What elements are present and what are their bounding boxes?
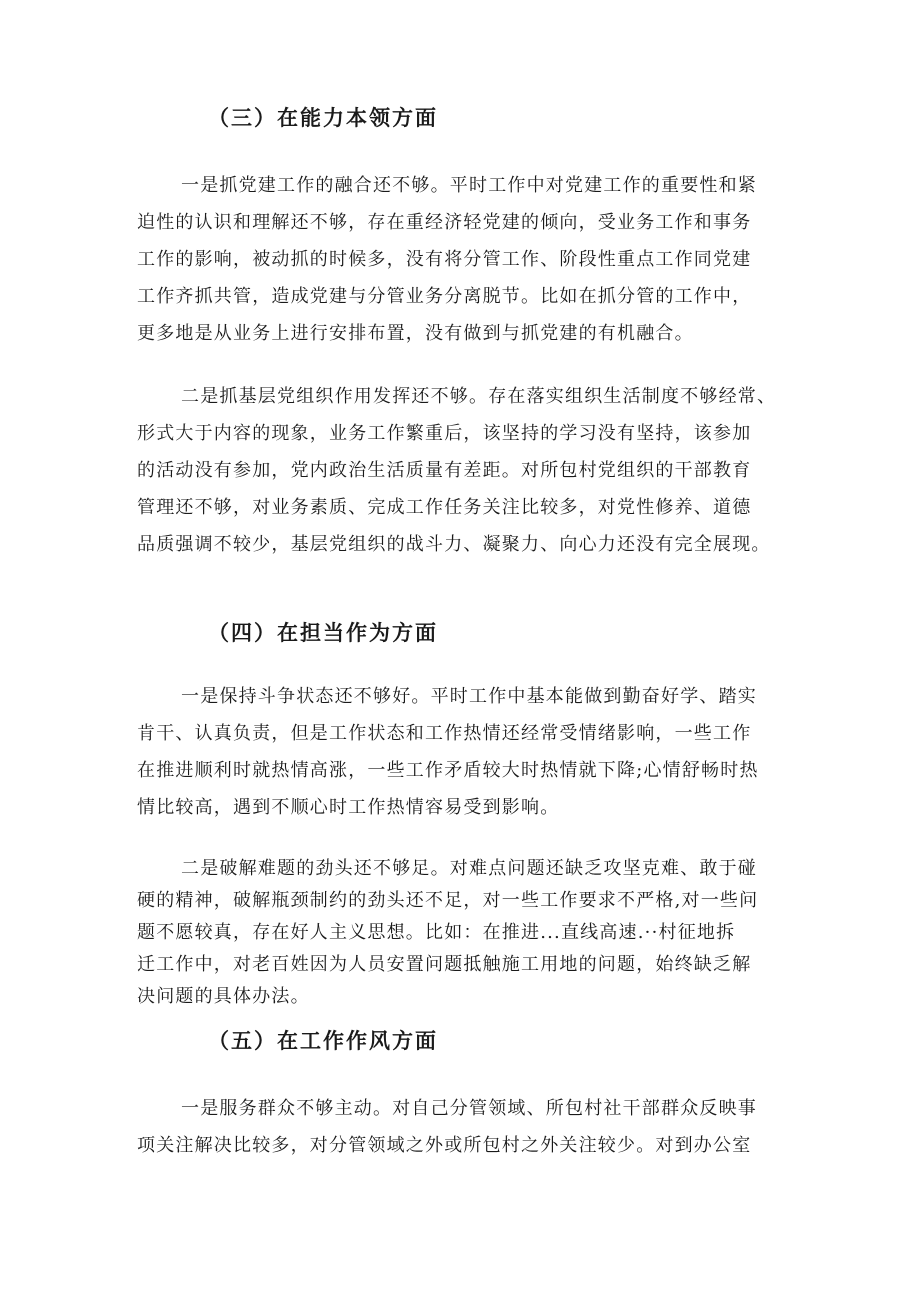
paragraph-serving-masses (137, 1090, 797, 1164)
section-heading-ability: （三）在能力本领方面 (208, 105, 438, 130)
section-heading-responsibility: （四）在担当作为方面 (208, 620, 438, 645)
paragraph-line: 形式大于内容的现象，业务工作繁重后，该坚持的学习没有坚持，该参加 (137, 423, 752, 444)
section-heading-work-style: （五）在工作作风方面 (208, 1028, 438, 1053)
paragraph-line: 迫性的认识和理解还不够，存在重经济轻党建的倾向，受业务工作和事务 (137, 212, 752, 233)
paragraph-party-building-integration (137, 167, 797, 352)
paragraph-line: 二是破解难题的劲头还不够足。对难点问题还缺乏攻坚克难、敢于碰 (181, 858, 757, 879)
paragraph-line: 在推进顺利时就热情高涨，一些工作矛盾较大时热情就下降;心情舒畅时热 (137, 760, 759, 781)
paragraph-line: 工作的影响，被动抓的时候多，没有将分管工作、阶段性重点工作同党建 (137, 249, 752, 270)
paragraph-line: 决问题的具体办法。 (137, 986, 310, 1007)
paragraph-line: 管理还不够，对业务素质、完成工作任务关注比较多，对党性修养、道德 (137, 497, 752, 518)
paragraph-line: 二是抓基层党组织作用发挥还不够。存在落实组织生活制度不够经常、 (181, 386, 777, 407)
paragraph-line: 一是保持斗争状态还不够好。平时工作中基本能做到勤奋好学、踏实 (181, 686, 757, 707)
paragraph-line: 一是服务群众不够主动。对自己分管领域、所包村社干部群众反映事 (181, 1098, 757, 1119)
paragraph-line: 项关注解决比较多，对分管领域之外或所包村之外关注较少。对到办公室 (137, 1135, 752, 1156)
paragraph-line: 硬的精神，破解瓶颈制约的劲头还不足，对一些工作要求不严格,对一些问 (137, 890, 759, 911)
paragraph-grassroots-organization (137, 378, 797, 563)
paragraph-line: 一是抓党建工作的融合还不够。平时工作中对党建工作的重要性和紧 (181, 175, 757, 196)
paragraph-line: 的活动没有参加，党内政治生活质量有差距。对所包村党组织的干部教育 (137, 460, 752, 481)
paragraph-solving-problems (137, 853, 797, 1013)
paragraph-fighting-spirit (137, 678, 797, 826)
paragraph-line: 情比较高，遇到不顺心时工作热情容易受到影响。 (137, 797, 560, 818)
paragraph-line: 更多地是从业务上进行安排布置，没有做到与抓党建的有机融合。 (137, 323, 694, 344)
paragraph-line: 题不愿较真，存在好人主义思想。比如：在推进...直线高速.··村征地拆 (137, 922, 736, 943)
paragraph-line: 迁工作中，对老百姓因为人员安置问题抵触施工用地的问题，始终缺乏解 (137, 954, 752, 975)
paragraph-line: 品质强调不较少，基层党组织的战斗力、凝聚力、向心力还没有完全展现。 (137, 534, 771, 555)
paragraph-line: 工作齐抓共管，造成党建与分管业务分离脱节。比如在抓分管的工作中， (137, 286, 752, 307)
paragraph-line: 肯干、认真负责，但是工作状态和工作热情还经常受情绪影响，一些工作 (137, 723, 752, 744)
